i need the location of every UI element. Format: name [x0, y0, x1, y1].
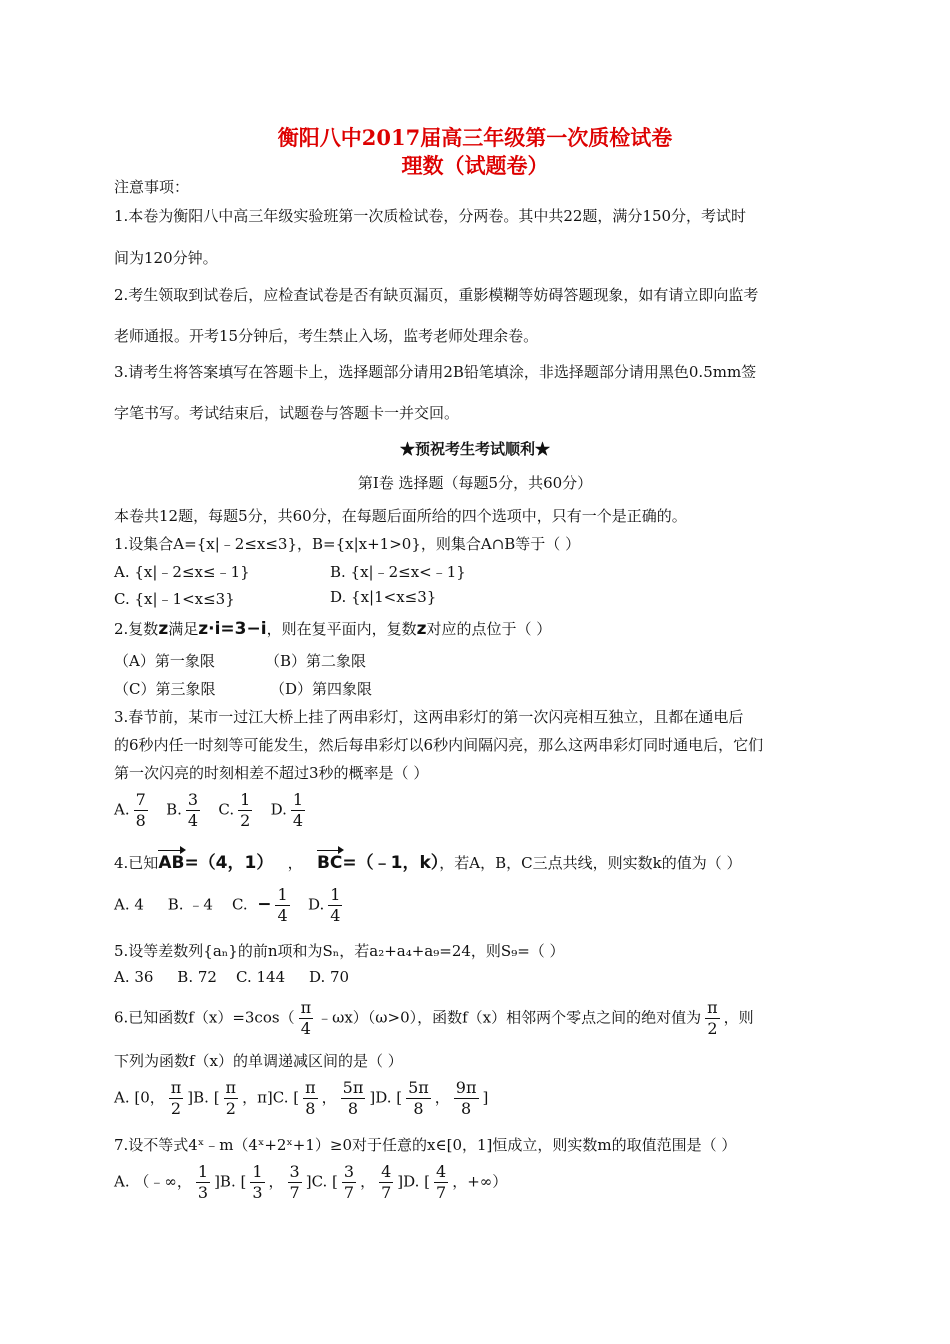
q3-d-fraction [291, 790, 305, 831]
q1-option-d: D. {x|1<x≤3} [330, 588, 437, 606]
denominator: 4 [330, 906, 341, 925]
q4-option-a: A. 4 [114, 895, 144, 914]
q6-a-label: A. [0， [114, 1088, 165, 1107]
q2-option-d: （D）第四象限 [270, 680, 373, 698]
numerator: 5π [408, 1078, 429, 1097]
q2-stem-part: 对应的点位于（ ） [426, 620, 552, 638]
q2-equation: z·i=3−i [198, 619, 267, 639]
q6-frac-5pi-8 [406, 1078, 431, 1119]
numerator: 1 [292, 790, 304, 809]
numerator: 7 [135, 790, 146, 809]
q2-option-b: （B）第二象限 [265, 652, 367, 670]
vector-bc-value: =（﹣1，k） [342, 853, 440, 873]
q6-options [114, 1078, 488, 1119]
q4-stem: 4.已知AB=（4，1） ， BC=（﹣1，k），若A，B，C三点共线，则实数k的值为（ ） [114, 853, 742, 873]
section-intro: 本卷共12题，每题5分，共60分，在每题后面所给的四个选项中，只有一个是正确的。 [114, 507, 687, 525]
denominator: 7 [289, 1183, 300, 1202]
denominator: 8 [305, 1099, 316, 1118]
q4-option-b: B. ﹣4 [167, 895, 213, 914]
numerator: π [225, 1078, 237, 1097]
q7-b-label: ]B. [ [214, 1172, 247, 1191]
q4-option-c: C. [231, 895, 248, 914]
q7-stem: 7.设不等式4ˣ﹣m（4ˣ+2ˣ+1）≥0对于任意的x∈[0，1]恒成立，则实数m的取值范围是（ ） [114, 1136, 737, 1154]
denominator: 8 [461, 1099, 472, 1118]
q3-options [114, 790, 309, 831]
denominator: 7 [381, 1183, 392, 1202]
numerator: 1 [240, 790, 251, 809]
q6-frac-pi-8 [303, 1078, 318, 1119]
q7-d-label: ]D. [ [397, 1172, 431, 1191]
q6-frac-9pi-8 [454, 1078, 479, 1119]
q4-stem-part: ，若A，B，C三点共线，则实数k的值为（ ） [439, 854, 742, 872]
numerator: π [707, 998, 718, 1017]
comma: ， [434, 1088, 450, 1107]
vector-bc: BC [316, 853, 343, 873]
q5-options: A. 36 B. 72 C. 144 D. 70 [114, 968, 350, 986]
numerator: 4 [436, 1162, 447, 1181]
vector-ab-value: =（4，1） [184, 853, 274, 873]
numerator: π [170, 1078, 182, 1097]
q7-frac-4-7 [434, 1162, 448, 1203]
q3-d-label: D. [270, 800, 287, 819]
q3-b-label: B. [166, 800, 182, 819]
q6-d-label: ]D. [ [369, 1088, 403, 1107]
comma: ， [360, 1172, 376, 1191]
bracket: ] [482, 1088, 489, 1107]
numerator: 3 [343, 1162, 355, 1181]
denominator: 4 [277, 906, 288, 925]
q3-c-fraction [238, 790, 252, 831]
note-1b: 间为120分钟。 [114, 249, 218, 267]
q4-d-fraction [328, 885, 342, 926]
q7-frac-1-3 [250, 1162, 264, 1203]
q3-line-3: 第一次闪亮的时刻相差不超过3秒的概率是（ ） [114, 764, 429, 782]
section-title: 第Ⅰ卷 选择题（每题5分，共60分） [357, 474, 593, 492]
numerator: 3 [187, 790, 199, 809]
denominator: 3 [252, 1183, 263, 1202]
q6-frac-pi-2 [169, 1078, 184, 1119]
denominator: 8 [347, 1099, 359, 1118]
note-1a: 1.本卷为衡阳八中高三年级实验班第一次质检试卷，分两卷。其中共22题，满分150分，考试时 [114, 207, 747, 225]
q4-c-fraction [275, 885, 289, 926]
numerator: 1 [330, 885, 341, 904]
pi-over-2 [705, 998, 720, 1039]
q7-a-label: A. （﹣∞， [114, 1172, 192, 1191]
q2-stem-part: 满足 [168, 620, 199, 638]
denominator: 2 [225, 1099, 236, 1118]
denominator: 8 [413, 1099, 424, 1118]
numerator: π [300, 998, 312, 1017]
q7-frac-3-7 [342, 1162, 356, 1203]
q2-stem-part: ，则在复平面内，复数 [266, 620, 417, 638]
pi-over-4 [299, 998, 314, 1039]
q6-stem-part: ﹣ωx）（ω>0），函数f（x）相邻两个零点之间的绝对值为 [317, 1008, 702, 1027]
denominator: 4 [300, 1019, 311, 1038]
q6-frac-pi-2 [224, 1078, 239, 1119]
q2-z: z [416, 619, 427, 639]
q2-z: z [158, 619, 169, 639]
q3-c-label: C. [218, 800, 235, 819]
notes-heading: 注意事项： [114, 178, 190, 196]
q1-option-b: B. {x|﹣2≤x<﹣1} [330, 563, 466, 581]
note-2b: 老师通报。开考15分钟后，考生禁止入场，监考老师处理余卷。 [114, 327, 539, 345]
q4-option-d: D. [307, 895, 325, 914]
q3-a-fraction [134, 790, 148, 831]
numerator: 9π [455, 1078, 477, 1097]
denominator: 2 [240, 811, 251, 830]
q1-option-c: C. {x|﹣1<x≤3} [114, 590, 235, 608]
numerator: 3 [289, 1162, 300, 1181]
q3-line-1: 3.春节前，某市一过江大桥上挂了两串彩灯，这两串彩灯的第一次闪亮相互独立，且都在通电后 [114, 708, 744, 726]
q6-c-label: ，π]C. [ [242, 1088, 300, 1107]
denominator: 4 [187, 811, 199, 830]
denominator: 2 [707, 1019, 718, 1038]
numerator: 4 [381, 1162, 392, 1181]
q7-frac-1-3 [196, 1162, 210, 1203]
denominator: 2 [170, 1099, 182, 1118]
good-luck-banner: ★预祝考生考试顺利★ [399, 440, 550, 458]
q5-stem: 5.设等差数列{aₙ}的前n项和为Sₙ，若a₂+a₄+a₉=24，则S₉=（ ） [114, 942, 565, 960]
note-3b: 字笔书写。考试结束后，试题卷与答题卡一并交回。 [114, 404, 460, 422]
numerator: π [305, 1078, 316, 1097]
denominator: 3 [197, 1183, 209, 1202]
q2-option-c: （C）第三象限 [114, 680, 216, 698]
numerator: 5π [342, 1078, 364, 1097]
q2-stem [114, 618, 551, 639]
exam-title: 衡阳八中2017届高三年级第一次质检试卷 [277, 125, 673, 150]
q7-c-label: ]C. [ [305, 1172, 338, 1191]
numerator: 1 [197, 1162, 209, 1181]
q2-option-a: （A）第一象限 [114, 652, 215, 670]
q1-option-a: A. {x|﹣2≤x≤﹣1} [114, 563, 250, 581]
denominator: 4 [292, 811, 304, 830]
q7-tail: ，+∞） [452, 1172, 508, 1191]
q3-line-2: 的6秒内任一时刻等可能发生，然后每串彩灯以6秒内间隔闪亮，那么这两串彩灯同时通电后，它们 [114, 736, 764, 754]
q4-stem-part: 4.已知 [114, 854, 159, 872]
q3-a-label: A. [114, 800, 130, 819]
q7-frac-3-7 [288, 1162, 302, 1203]
q3-b-fraction [186, 790, 200, 831]
q4-options: A. 4 B. ﹣4 C. − $\frac{1}{4}$ D. $\frac{1}{4}$ [114, 885, 341, 925]
numerator: 1 [277, 885, 288, 904]
q6-line-2: 下列为函数f（x）的单调递减区间的是（ ） [114, 1052, 403, 1070]
q2-stem-part: 2.复数 [114, 620, 159, 638]
q6-stem-part: ，则 [723, 1008, 754, 1027]
comma: ， [321, 1088, 337, 1107]
denominator: 7 [343, 1183, 355, 1202]
vector-ab: AB [158, 853, 185, 873]
q6-stem [114, 998, 754, 1039]
q6-b-label: ]B. [ [187, 1088, 220, 1107]
denominator: 7 [436, 1183, 447, 1202]
denominator: 8 [135, 811, 146, 830]
q7-frac-4-7 [379, 1162, 393, 1203]
q6-frac-5pi-8 [341, 1078, 366, 1119]
exam-subtitle: 理数（试题卷） [401, 153, 549, 178]
note-2a: 2.考生领取到试卷后，应检查试卷是否有缺页漏页，重影模糊等妨碍答题现象，如有请立即向监考 [114, 286, 759, 304]
q7-options [114, 1162, 507, 1203]
numerator: 1 [252, 1162, 263, 1181]
q6-stem-part: 6.已知函数f（x）=3cos（ [114, 1008, 295, 1027]
q1-stem: 1.设集合A={x|﹣2≤x≤3}，B={x|x+1>0}，则集合A∩B等于（ ） [114, 535, 581, 553]
comma: ， [268, 1172, 284, 1191]
note-3a: 3.请考生将答案填写在答题卡上，选择题部分请用2B铅笔填涂，非选择题部分请用黑色0.5mm签 [114, 363, 757, 381]
